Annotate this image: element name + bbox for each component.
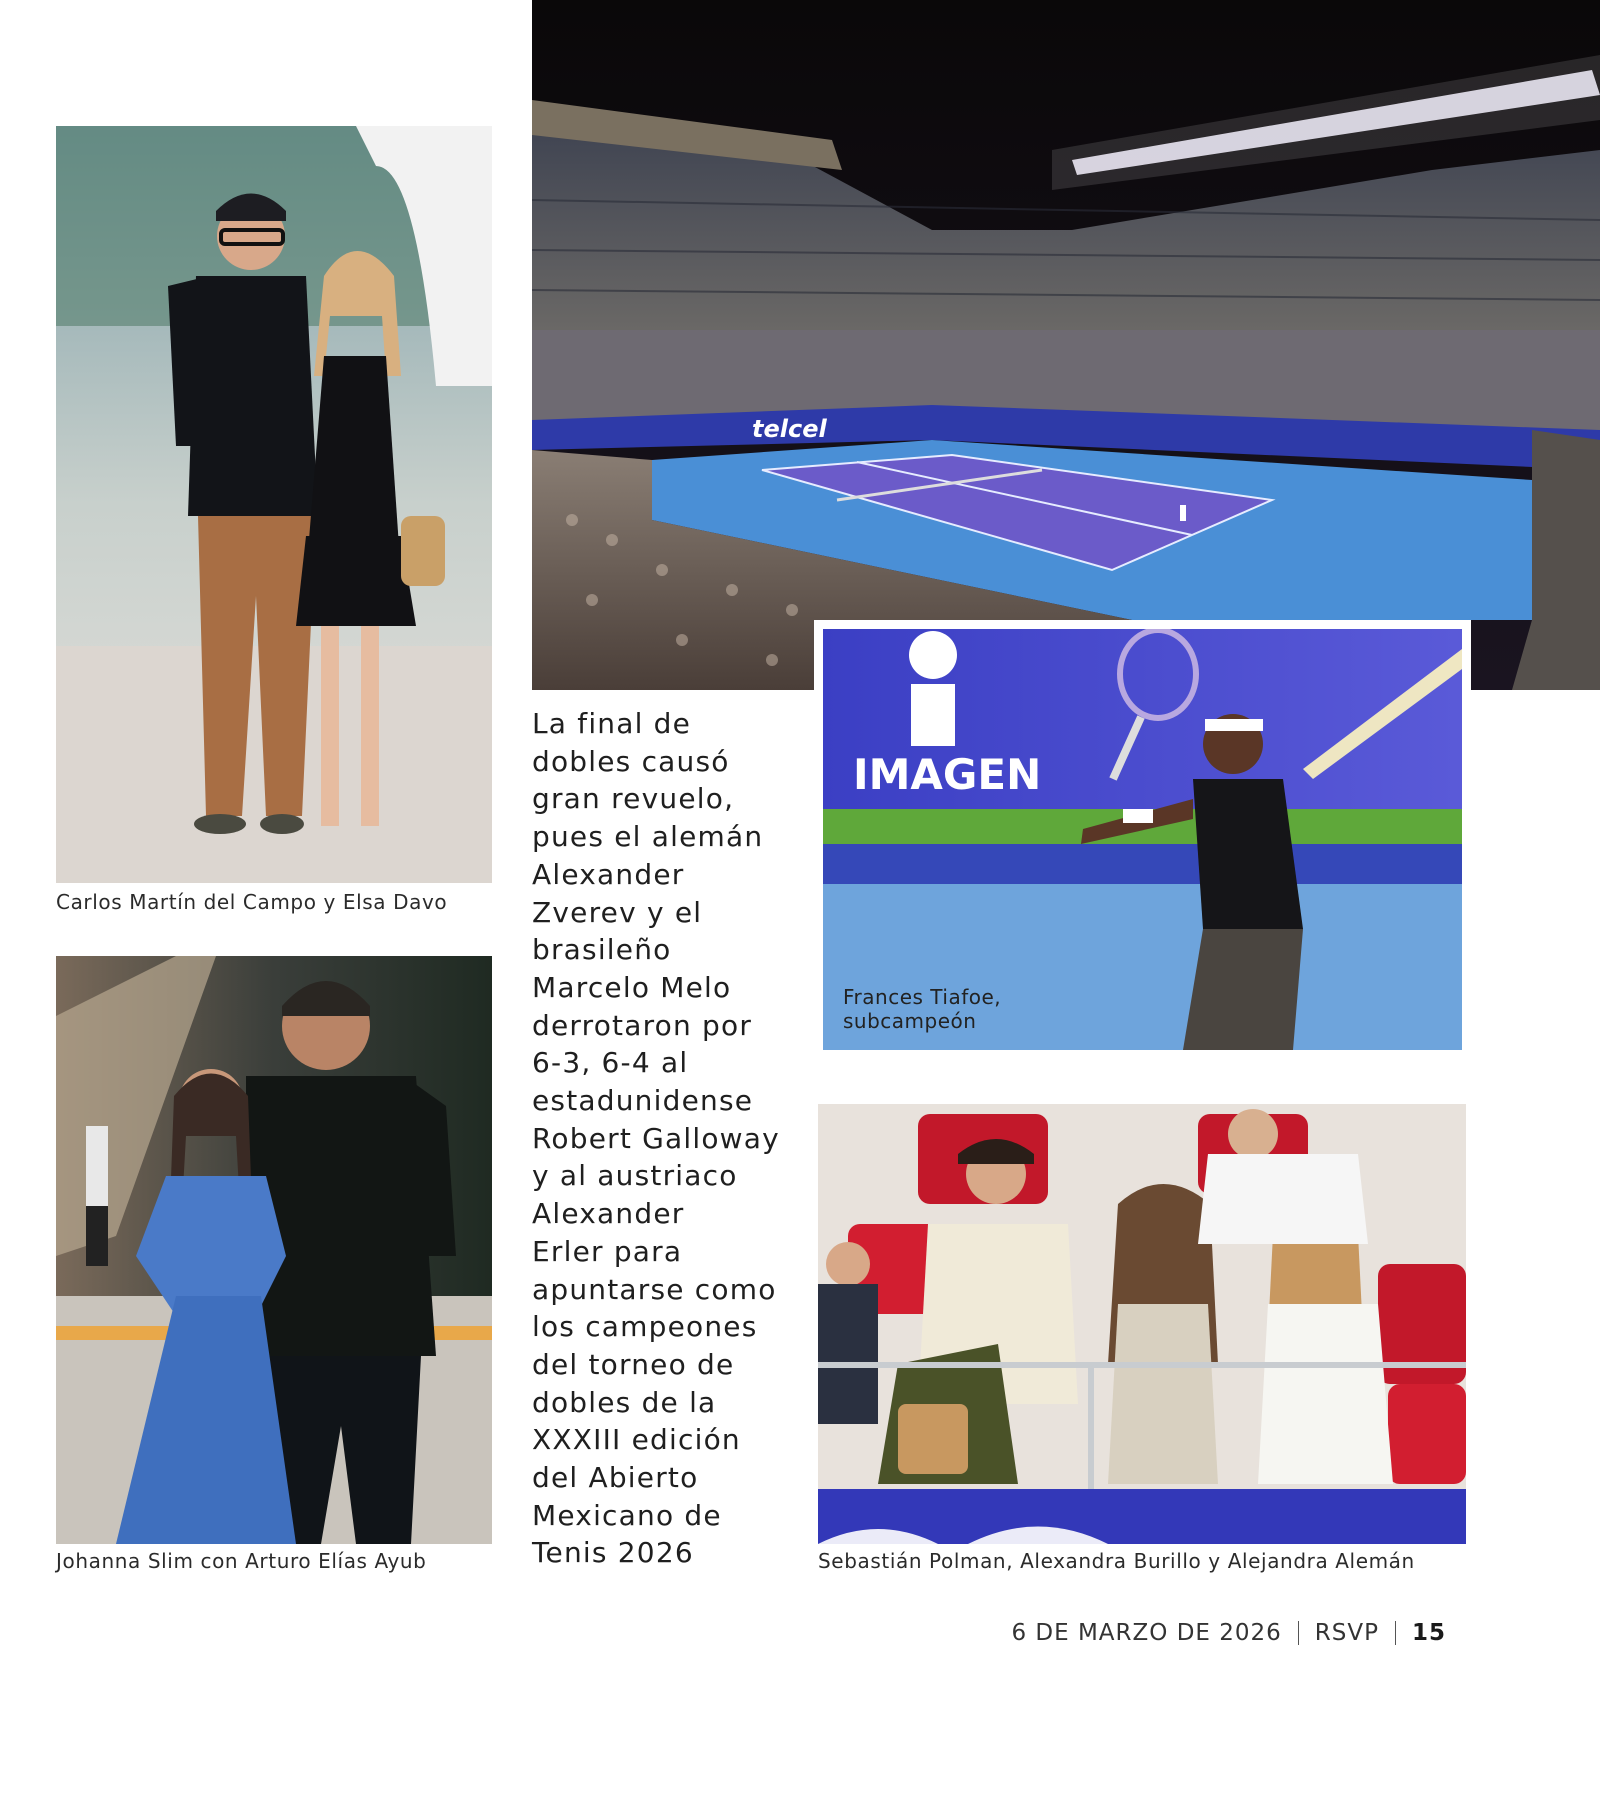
- body-line: Zverev y el: [532, 895, 703, 929]
- stadium-photo: [532, 0, 1600, 690]
- publication-name: RSVP: [1314, 1620, 1379, 1646]
- couple-photo-2: [56, 956, 492, 1544]
- body-line: estadunidense: [532, 1084, 754, 1118]
- issue-date: 6 DE MARZO DE 2026: [1011, 1620, 1282, 1646]
- body-line: dobles causó: [532, 744, 730, 778]
- stands-photo: [818, 1104, 1466, 1544]
- body-line: apuntarse como: [532, 1272, 777, 1306]
- player-caption-line: subcampeón: [843, 1009, 977, 1033]
- stadium-sponsor-text: telcel: [752, 415, 827, 443]
- body-line: y al austriaco: [532, 1159, 738, 1193]
- body-line: 6-3, 6-4 al: [532, 1046, 689, 1080]
- body-line: Robert Galloway: [532, 1121, 780, 1155]
- couple-photo-1: [56, 126, 492, 883]
- body-line: gran revuelo,: [532, 782, 735, 816]
- footer-divider: [1298, 1621, 1299, 1645]
- body-line: del Abierto: [532, 1461, 699, 1495]
- sign-text: IMAGEN: [853, 750, 1042, 799]
- player-caption-line: Frances Tiafoe,: [843, 985, 1002, 1009]
- body-line: Alexander: [532, 1197, 685, 1231]
- body-line: pues el alemán: [532, 820, 764, 854]
- body-line: Alexander: [532, 857, 685, 891]
- body-line: brasileño: [532, 933, 672, 967]
- couple-1-caption: Carlos Martín del Campo y Elsa Davo: [56, 890, 448, 914]
- body-line: del torneo de: [532, 1347, 735, 1381]
- page-number: 15: [1411, 1620, 1446, 1646]
- body-line: La final de: [532, 707, 692, 740]
- page-footer: [1011, 1620, 1446, 1646]
- article-body: [532, 705, 792, 1572]
- stands-caption: Sebastián Polman, Alexandra Burillo y Alejandra Alemán: [818, 1549, 1415, 1573]
- footer-divider: [1395, 1621, 1396, 1645]
- couple-2-caption: Johanna Slim con Arturo Elías Ayub: [56, 1549, 427, 1573]
- body-line: XXXIII edición: [532, 1423, 741, 1457]
- body-line: derrotaron por: [532, 1008, 753, 1042]
- body-line: dobles de la: [532, 1385, 717, 1419]
- player-photo: [814, 620, 1471, 1058]
- player-caption: [843, 985, 1001, 1033]
- body-line: Mexicano de: [532, 1498, 722, 1532]
- body-line: Erler para: [532, 1234, 683, 1268]
- body-line: Tenis 2026: [532, 1536, 694, 1570]
- body-line: los campeones: [532, 1310, 758, 1344]
- body-line: Marcelo Melo: [532, 970, 732, 1004]
